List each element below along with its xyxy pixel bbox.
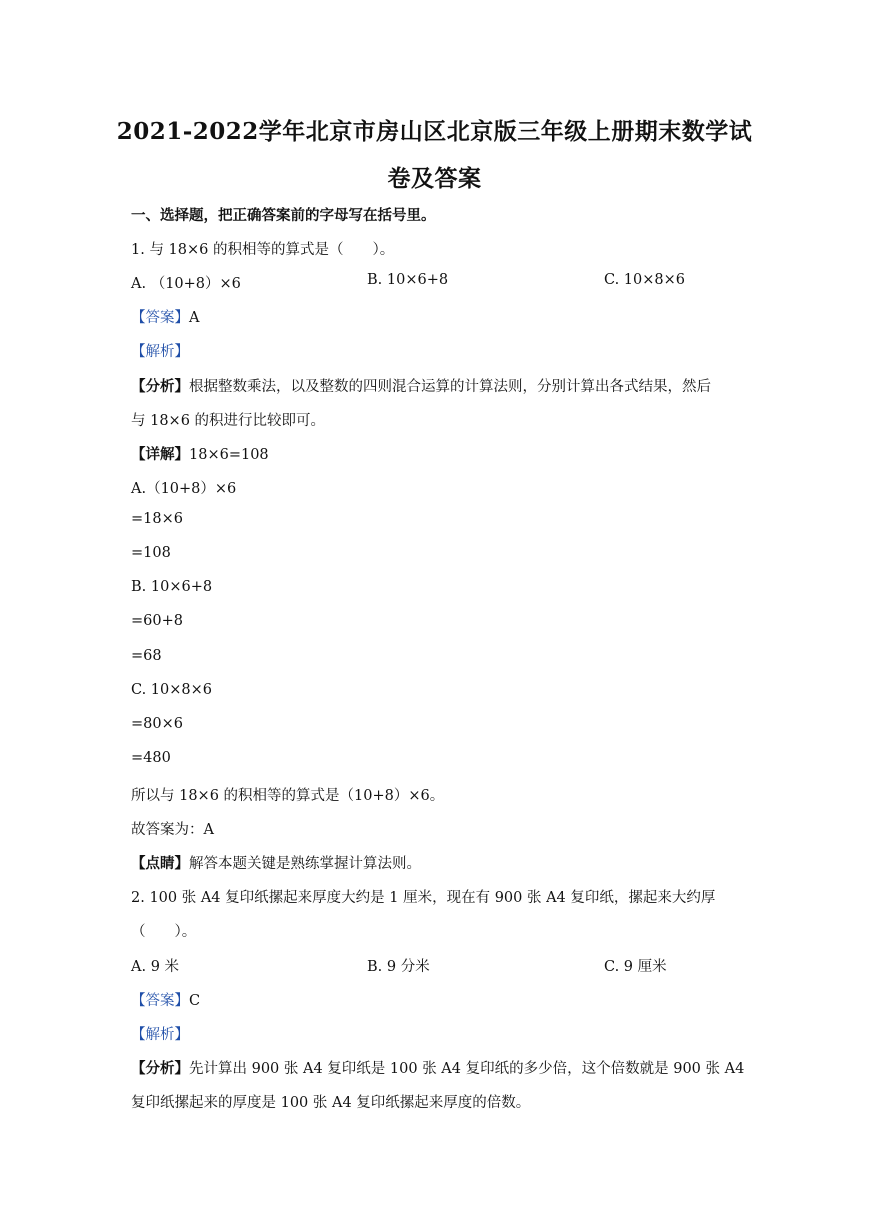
q2-answer-value: C: [189, 993, 201, 1009]
q1-step: =60+8: [131, 613, 183, 629]
document-title-line2: 卷及答案: [387, 165, 482, 192]
q1-dianjing: [131, 852, 421, 873]
q1-answer-value: A: [189, 310, 200, 326]
q2-answer: [131, 989, 200, 1010]
q1-xiangjie: [131, 443, 269, 464]
q1-step: =68: [131, 648, 162, 664]
q1-xiangjie-tag: 【详解】: [131, 446, 189, 463]
q1-step: =80×6: [131, 716, 183, 732]
q1-fenxi-text1: 根据整数乘法，以及整数的四则混合运算的计算法则，分别计算出各式结果，然后: [189, 379, 711, 395]
q2-option-c: C. 9 厘米: [604, 959, 667, 975]
q2-fenxi-text1: 先计算出 900 张 A4 复印纸是 100 张 A4 复印纸的多少倍，这个倍数就是 900 张 A4: [189, 1061, 745, 1077]
q1-option-b: B. 10×6+8: [367, 272, 449, 288]
q1-step: C. 10×8×6: [131, 682, 212, 698]
q1-jiexi-tag: 【解析】: [131, 344, 189, 360]
q1-stem: 1. 与 18×6 的积相等的算式是（ ）。: [131, 242, 395, 258]
q2-stem-line1: 2. 100 张 A4 复印纸摞起来厚度大约是 1 厘米，现在有 900 张 A4 复印纸，摞起来大约厚: [131, 890, 716, 906]
q1-fenxi: [131, 375, 711, 396]
q1-fenxi-tag: 【分析】: [131, 378, 189, 395]
q2-option-b: B. 9 分米: [367, 959, 430, 975]
q1-fenxi-text2: 与 18×6 的积进行比较即可。: [131, 413, 326, 429]
q1-step: =18×6: [131, 511, 183, 527]
q1-option-c: C. 10×8×6: [604, 272, 685, 288]
q1-dianjing-tag: 【点睛】: [131, 855, 189, 872]
q2-fenxi-text2: 复印纸摞起来的厚度是 100 张 A4 复印纸摞起来厚度的倍数。: [131, 1095, 531, 1111]
document-title-line1: 2021-2022学年北京市房山区北京版三年级上册期末数学试: [116, 118, 753, 145]
q2-stem-line2: （ ）。: [131, 924, 197, 940]
q2-option-a: A. 9 米: [131, 959, 180, 975]
q2-fenxi: [131, 1057, 744, 1078]
q2-fenxi-tag: 【分析】: [131, 1060, 189, 1077]
q2-jiexi-tag: 【解析】: [131, 1027, 189, 1043]
q1-xiangjie-text: 18×6=108: [189, 447, 269, 463]
section-heading: 一、选择题，把正确答案前的字母写在括号里。: [131, 207, 436, 224]
q1-step: =108: [131, 545, 171, 561]
q1-conclusion: 所以与 18×6 的积相等的算式是（10+8）×6。: [131, 788, 445, 804]
q1-step: B. 10×6+8: [131, 579, 213, 595]
q2-answer-tag: 【答案】: [131, 993, 189, 1009]
q1-dianjing-text: 解答本题关键是熟练掌握计算法则。: [189, 856, 421, 872]
q1-final-answer: 故答案为：A: [131, 822, 214, 838]
q1-step: A.（10+8）×6: [131, 481, 237, 497]
q1-step: =480: [131, 750, 171, 766]
q1-answer-tag: 【答案】: [131, 310, 189, 326]
q1-option-a: A. （10+8）×6: [131, 276, 241, 292]
q1-answer: [131, 306, 199, 327]
